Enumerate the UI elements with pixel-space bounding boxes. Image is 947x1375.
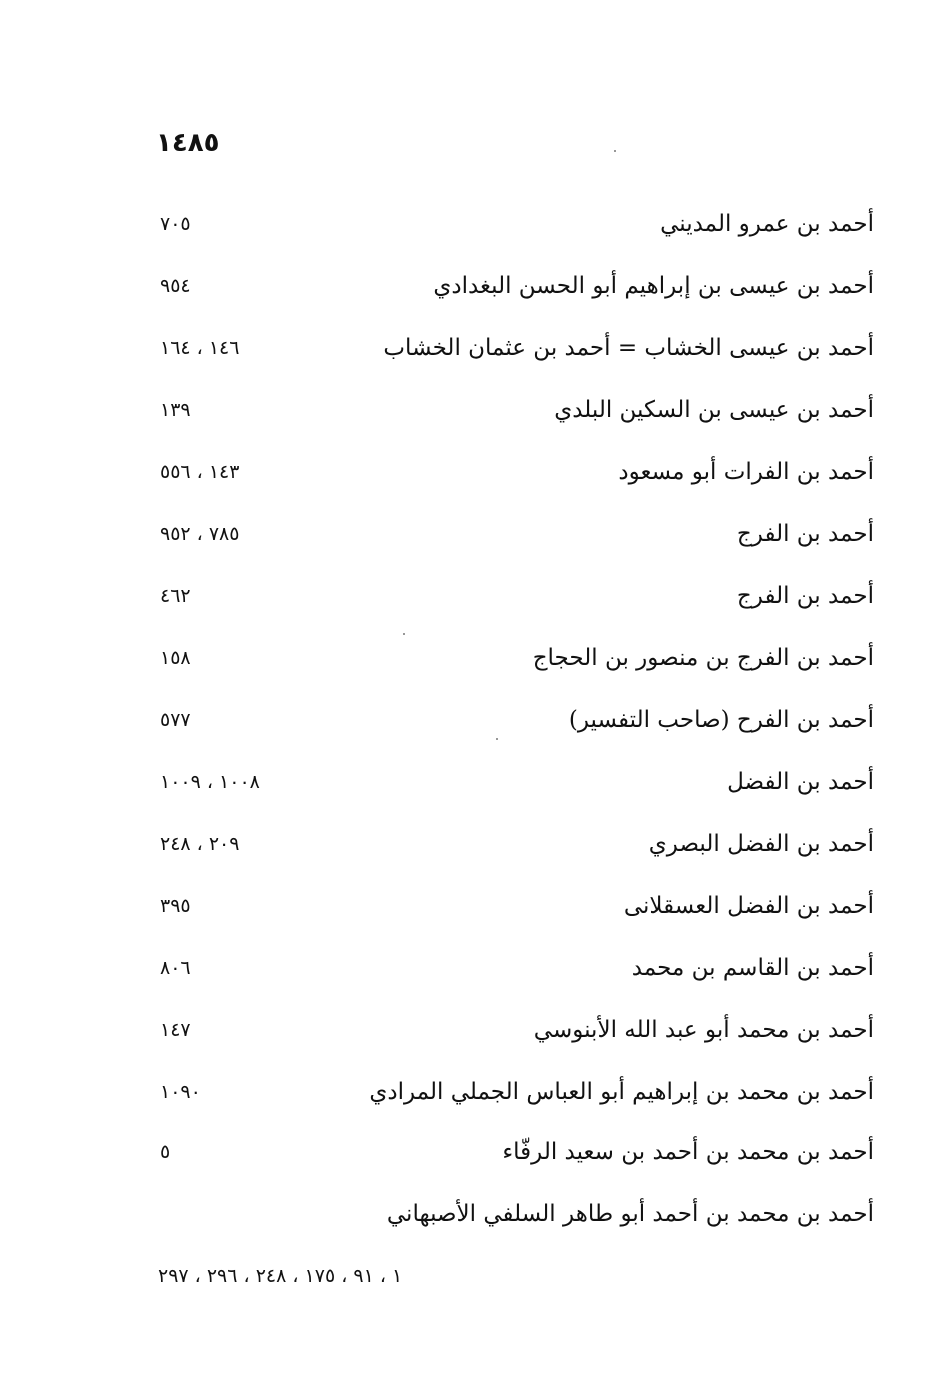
page-number: ١٤٨٥ xyxy=(156,128,220,158)
index-entry xyxy=(150,326,874,370)
index-entry xyxy=(150,1070,874,1114)
entry-page-refs: ١٤٧ xyxy=(160,1019,191,1041)
index-entry xyxy=(150,450,874,494)
entry-page-refs: ٧٠٥ xyxy=(160,213,191,235)
index-entry xyxy=(150,698,874,742)
index-entry xyxy=(150,1008,874,1052)
index-entry xyxy=(150,264,874,308)
index-entry xyxy=(150,1130,874,1174)
entry-name: أحمد بن عيسى بن السكين البلدي xyxy=(554,397,874,423)
entry-name: أحمد بن الفرج xyxy=(736,583,874,609)
entry-page-refs: ١٠٠٨ ، ١٠٠٩ xyxy=(160,771,260,793)
entry-name: أحمد بن الفرح (صاحب التفسير) xyxy=(568,707,874,733)
entry-name: أحمد بن الفضل البصري xyxy=(648,831,874,857)
entry-name: أحمد بن الفرج xyxy=(736,521,874,547)
entry-name: أحمد بن محمد بن أحمد بن سعيد الرفّاء xyxy=(502,1139,874,1165)
entry-page-refs: ٨٠٦ xyxy=(160,957,191,979)
entry-name: أحمد بن عيسى بن إبراهيم أبو الحسن البغدادي xyxy=(433,273,874,299)
index-entry xyxy=(150,202,874,246)
entry-page-refs: ١٣٩ xyxy=(160,399,191,421)
index-entry xyxy=(150,636,874,680)
entry-name: أحمد بن الفرات أبو مسعود xyxy=(618,459,874,485)
scan-speck xyxy=(614,150,616,152)
index-entry xyxy=(150,512,874,556)
entry-name: أحمد بن القاسم بن محمد xyxy=(631,955,874,981)
entry-page-refs: ١٥٨ xyxy=(160,647,191,669)
entry-page-refs: ١٠٩٠ xyxy=(160,1081,201,1103)
index-entry xyxy=(150,760,874,804)
entry-page-refs: ١٤٣ ، ٥٥٦ xyxy=(160,461,240,483)
index-entry xyxy=(150,388,874,432)
entry-name: أحمد بن محمد بن أحمد أبو طاهر السلفي الأصبهاني xyxy=(386,1201,874,1227)
index-entry xyxy=(150,822,874,866)
index-entry xyxy=(150,946,874,990)
index-entry xyxy=(150,884,874,928)
entry-name: أحمد بن عيسى الخشاب = أحمد بن عثمان الخشاب xyxy=(383,335,874,361)
scan-speck xyxy=(496,738,498,740)
index-entry xyxy=(150,1192,874,1236)
entry-name: أحمد بن الفرج بن منصور بن الحجاج xyxy=(532,645,874,671)
entry-page-refs: ٢٠٩ ، ٢٤٨ xyxy=(160,833,240,855)
entry-page-refs: ٧٨٥ ، ٩٥٢ xyxy=(160,523,240,545)
entry-name: أحمد بن الفضل xyxy=(727,769,874,795)
entry-page-refs: ٥٧٧ xyxy=(160,709,191,731)
index-entry xyxy=(150,574,874,618)
entry-page-refs: ٩٥٤ xyxy=(160,275,191,297)
entry-name: أحمد بن الفضل العسقلانى xyxy=(623,893,874,919)
entry-page-refs: ٥ xyxy=(160,1141,171,1163)
entry-page-refs: ١٤٦ ، ١٦٤ xyxy=(160,337,240,359)
entry-name: أحمد بن محمد بن إبراهيم أبو العباس الجملي المرادي xyxy=(369,1079,874,1105)
scan-speck xyxy=(403,633,405,635)
entry-page-refs: ٣٩٥ xyxy=(160,895,191,917)
entry-page-refs-continuation: ١ ، ٩١ ، ١٧٥ ، ٢٤٨ ، ٢٩٦ ، ٢٩٧ xyxy=(158,1265,403,1287)
entry-page-refs: ٤٦٢ xyxy=(160,585,191,607)
entry-name: أحمد بن عمرو المديني xyxy=(660,211,874,237)
entry-name: أحمد بن محمد أبو عبد الله الأبنوسي xyxy=(533,1017,874,1043)
